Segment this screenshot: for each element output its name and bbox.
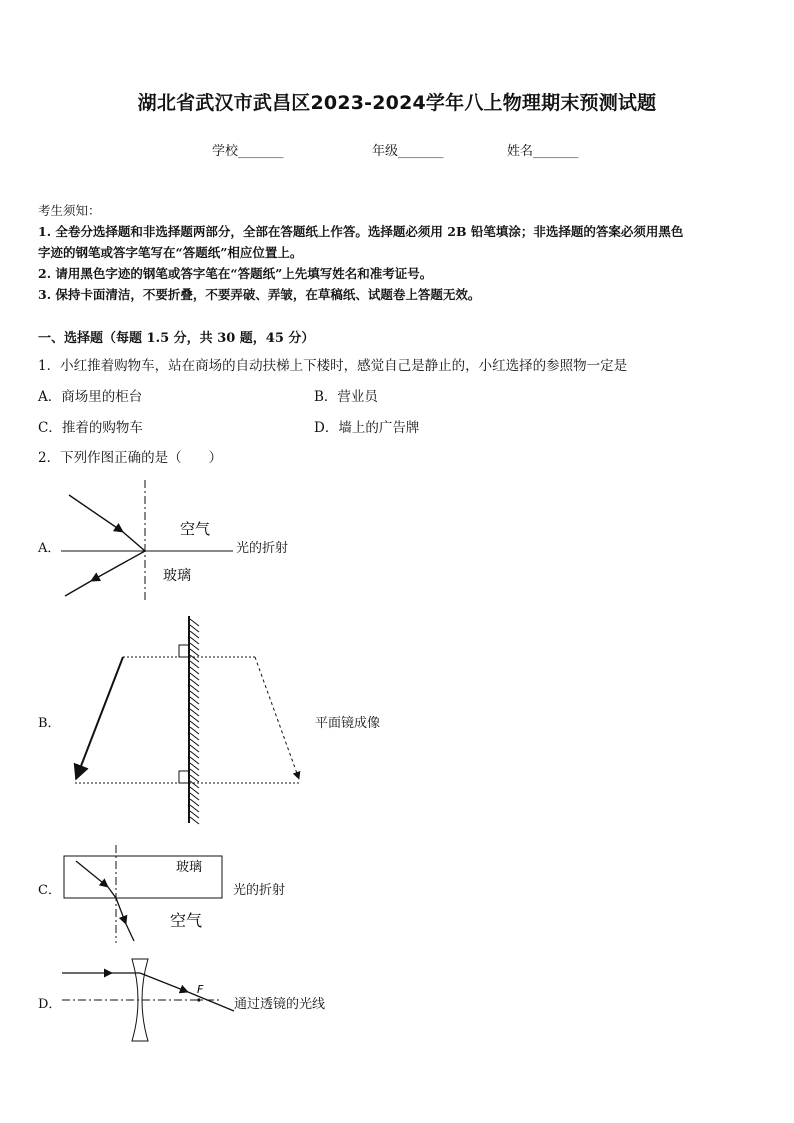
mirror-hatch	[190, 655, 199, 662]
mirror-hatch	[190, 751, 199, 758]
mirror-hatch	[190, 811, 199, 818]
mirror-hatch	[190, 715, 199, 722]
section-heading: 一、选择题（每题 1.5 分，共 30 题，45 分）	[38, 331, 315, 346]
notice-heading: 考生须知：	[38, 203, 101, 218]
name-field: 姓名_______	[507, 144, 579, 159]
q1-option-d: D．墙上的广告牌	[314, 420, 420, 436]
mirror-hatch	[190, 721, 199, 728]
notice-item-2: 2. 请用黑色字迹的钢笔或答字笔在“答题纸”上先填写姓名和准考证号。	[38, 266, 433, 281]
question-2-stem: 2．下列作图正确的是（ ）	[38, 450, 223, 466]
refracted-ray	[140, 973, 188, 992]
mirror-hatch	[190, 775, 199, 782]
mirror-hatch	[190, 619, 199, 626]
mirror-hatch	[190, 643, 199, 650]
mirror-hatch	[190, 733, 199, 740]
figure-b-caption: 平面镜成像	[315, 716, 381, 731]
figure-c-caption: 光的折射	[233, 883, 286, 898]
object-arrow	[76, 657, 123, 779]
label-air: 空气	[170, 911, 203, 930]
label-glass: 玻璃	[163, 568, 191, 584]
incident-ray	[76, 861, 108, 887]
q2-option-b-letter: B．	[38, 716, 61, 731]
mirror-hatch	[190, 727, 199, 734]
notice-item-3: 3. 保持卡面清洁，不要折叠，不要弄破、弄皱，在草稿纸、试题卷上答题无效。	[38, 287, 481, 302]
notice-item-1: 1. 全卷分选择题和非选择题两部分，全部在答题纸上作答。选择题必须用 2B 铅笔填涂；非选择题的答案必须用黑色	[38, 224, 684, 239]
mirror-hatch	[190, 673, 199, 680]
incident-ray	[69, 495, 123, 532]
label-focus: F	[197, 983, 204, 996]
q1-option-c: C．推着的购物车	[38, 420, 143, 436]
page-title: 湖北省武汉市武昌区2023-2024学年八上物理期末预测试题	[137, 92, 657, 114]
focus-point	[197, 998, 200, 1001]
label-glass: 玻璃	[176, 860, 203, 875]
question-1-stem: 1．小红推着购物车，站在商场的自动扶梯上下楼时，感觉自己是静止的，小红选择的参照物一定是	[38, 358, 628, 374]
mirror-hatch	[190, 703, 199, 710]
q2-option-c-letter: C．	[38, 883, 61, 898]
right-angle-bottom	[179, 771, 189, 783]
q1-option-a: A．商场里的柜台	[38, 389, 143, 405]
mirror-hatch	[190, 661, 199, 668]
notice-item-1-cont: 字迹的钢笔或答字笔写在“答题纸”相应位置上。	[38, 245, 303, 260]
mirror-hatch	[190, 739, 199, 746]
mirror-hatch	[190, 769, 199, 776]
mirror-hatch	[190, 805, 199, 812]
mirror-hatch	[190, 631, 199, 638]
refracted-ray	[116, 898, 126, 924]
mirror-hatch	[190, 691, 199, 698]
image-arrow	[255, 657, 299, 779]
q1-option-b: B．营业员	[314, 389, 378, 405]
mirror-hatch	[190, 781, 199, 788]
refracted-ray	[91, 551, 145, 581]
mirror-hatch	[190, 709, 199, 716]
label-air: 空气	[180, 520, 211, 538]
mirror-hatch	[190, 757, 199, 764]
mirror-hatch	[190, 685, 199, 692]
figure-a-caption: 光的折射	[236, 541, 289, 556]
mirror-hatch	[190, 817, 199, 824]
mirror-hatch	[190, 679, 199, 686]
figure-d-caption: 通过透镜的光线	[234, 997, 326, 1012]
mirror-hatch	[190, 667, 199, 674]
mirror-hatch	[190, 649, 199, 656]
mirror-hatch	[190, 763, 199, 770]
mirror-hatch	[190, 793, 199, 800]
mirror-hatch	[190, 745, 199, 752]
mirror-hatch	[190, 697, 199, 704]
school-field: 学校_______	[212, 144, 284, 159]
figure-c-refraction	[58, 843, 233, 945]
grade-field: 年级_______	[372, 144, 444, 159]
right-angle-top	[179, 645, 189, 657]
mirror-hatch	[190, 637, 199, 644]
mirror-hatch	[190, 625, 199, 632]
mirror-hatch	[190, 799, 199, 806]
figure-b-plane-mirror	[65, 613, 310, 828]
mirror-hatch	[190, 787, 199, 794]
q2-option-a-letter: A．	[38, 541, 61, 556]
q2-option-d-letter: D．	[38, 997, 62, 1012]
figure-d-concave-lens	[58, 955, 238, 1045]
